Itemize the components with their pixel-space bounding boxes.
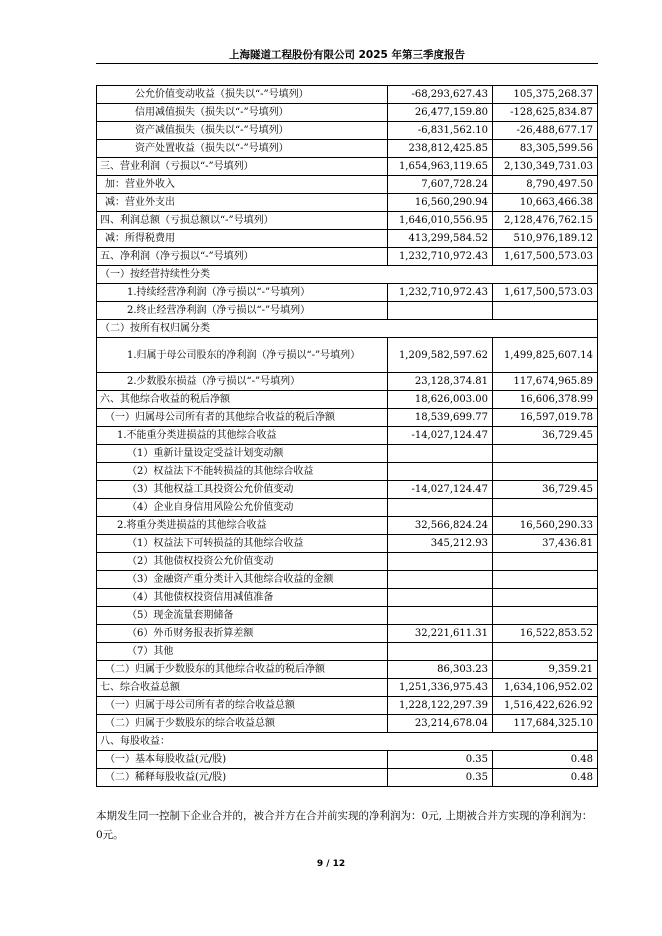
row-label: 1.不能重分类进损益的其他综合收益	[97, 427, 388, 445]
table-row	[97, 158, 598, 176]
previous-period-value: 1,516,422,626.92	[493, 697, 598, 715]
current-period-value: 26,477,159.80	[388, 104, 493, 122]
row-label: 公允价值变动收益（损失以“-”号填列）	[97, 86, 388, 104]
table-row	[97, 769, 598, 787]
table-row	[97, 391, 598, 409]
table-row	[97, 86, 598, 104]
previous-period-value	[493, 553, 598, 571]
row-label: （一）归属于母公司所有者的综合收益总额	[97, 697, 388, 715]
row-label: 四、利润总额（亏损总额以“-”号填列）	[97, 212, 388, 230]
table-row	[97, 643, 598, 661]
table-row	[97, 338, 598, 373]
row-label: 资产减值损失（损失以“-”号填列）	[97, 122, 388, 140]
current-period-value: 0.35	[388, 751, 493, 769]
table-row	[97, 499, 598, 517]
header-rule	[96, 63, 598, 64]
row-label: （二）稀释每股收益(元/股)	[97, 769, 388, 787]
previous-period-value: 1,634,106,952.02	[493, 679, 598, 697]
previous-period-value: 510,976,189.12	[493, 230, 598, 248]
current-period-value	[388, 445, 493, 463]
row-label: 八、每股收益：	[97, 733, 598, 751]
previous-period-value	[493, 302, 598, 320]
table-row	[97, 320, 598, 338]
current-period-value: -6,831,562.10	[388, 122, 493, 140]
current-period-value: 1,232,710,972.43	[388, 248, 493, 266]
previous-period-value: 0.48	[493, 751, 598, 769]
previous-period-value: 105,375,268.37	[493, 86, 598, 104]
previous-period-value: 36,729.45	[493, 427, 598, 445]
row-label: 资产处置收益（损失以“-”号填列）	[97, 140, 388, 158]
row-label: 七、综合收益总额	[97, 679, 388, 697]
previous-period-value	[493, 445, 598, 463]
row-label: （一）基本每股收益(元/股)	[97, 751, 388, 769]
current-period-value: 86,303.23	[388, 661, 493, 679]
current-period-value: 1,209,582,597.62	[388, 338, 493, 373]
table-row	[97, 176, 598, 194]
table-row	[97, 733, 598, 751]
previous-period-value: 1,617,500,573.03	[493, 284, 598, 302]
table-row	[97, 553, 598, 571]
table-row	[97, 589, 598, 607]
current-period-value: 1,646,010,556.95	[388, 212, 493, 230]
table-row	[97, 445, 598, 463]
row-label: （7）其他	[97, 643, 388, 661]
table-row	[97, 104, 598, 122]
current-period-value	[388, 643, 493, 661]
previous-period-value: 1,617,500,573.03	[493, 248, 598, 266]
row-label: 减：所得税费用	[97, 230, 388, 248]
table-row	[97, 373, 598, 391]
current-period-value: 23,214,678.04	[388, 715, 493, 733]
row-label: （4）其他债权投资信用减值准备	[97, 589, 388, 607]
previous-period-value: -128,625,834.87	[493, 104, 598, 122]
row-label: （4）企业自身信用风险公允价值变动	[97, 499, 388, 517]
row-label: 信用减值损失（损失以“-”号填列）	[97, 104, 388, 122]
previous-period-value: 36,729.45	[493, 481, 598, 499]
table-row	[97, 625, 598, 643]
current-period-value: 16,560,290.94	[388, 194, 493, 212]
row-label: （二）归属于少数股东的其他综合收益的税后净额	[97, 661, 388, 679]
table-row	[97, 463, 598, 481]
row-label: 1.归属于母公司股东的净利润（净亏损以“-”号填列）	[97, 338, 388, 373]
current-period-value: 18,626,003.00	[388, 391, 493, 409]
previous-period-value: 117,674,965.89	[493, 373, 598, 391]
table-row	[97, 517, 598, 535]
current-period-value: 7,607,728.24	[388, 176, 493, 194]
previous-period-value	[493, 643, 598, 661]
row-label: （2）权益法下不能转损益的其他综合收益	[97, 463, 388, 481]
table-row	[97, 535, 598, 553]
row-label: 2.终止经营净利润（净亏损以“-”号填列）	[97, 302, 388, 320]
current-period-value: 413,299,584.52	[388, 230, 493, 248]
current-period-value: 238,812,425.85	[388, 140, 493, 158]
table-row	[97, 607, 598, 625]
row-label: （3）其他权益工具投资公允价值变动	[97, 481, 388, 499]
table-row	[97, 248, 598, 266]
row-label: 1.持续经营净利润（净亏损以“-”号填列）	[97, 284, 388, 302]
table-row	[97, 661, 598, 679]
previous-period-value: -26,488,677.17	[493, 122, 598, 140]
previous-period-value	[493, 499, 598, 517]
table-row	[97, 266, 598, 284]
previous-period-value: 16,597,019.78	[493, 409, 598, 427]
current-period-value: -68,293,627.43	[388, 86, 493, 104]
report-header: 上海隧道工程股份有限公司 2025 年第三季度报告	[228, 49, 466, 61]
merger-note: 本期发生同一控制下企业合并的，被合并方在合并前实现的净利润为：0元, 上期被合并方实现的净利润为：0元。	[96, 810, 593, 841]
current-period-value	[388, 463, 493, 481]
row-label: 六、其他综合收益的税后净额	[97, 391, 388, 409]
row-label: （一）按经营持续性分类	[97, 266, 598, 284]
current-period-value: -14,027,124.47	[388, 427, 493, 445]
page-number: 9 / 12	[316, 859, 346, 869]
current-period-value: 345,212.93	[388, 535, 493, 553]
row-label: （5）现金流量套期储备	[97, 607, 388, 625]
table-row	[97, 679, 598, 697]
row-label: 2.少数股东损益（净亏损以“-”号填列）	[97, 373, 388, 391]
row-label: 加：营业外收入	[97, 176, 388, 194]
row-label: 减：营业外支出	[97, 194, 388, 212]
table-row	[97, 122, 598, 140]
table-row	[97, 302, 598, 320]
current-period-value: 1,251,336,975.43	[388, 679, 493, 697]
current-period-value: 0.35	[388, 769, 493, 787]
row-label: （3）金融资产重分类计入其他综合收益的金额	[97, 571, 388, 589]
row-label: 三、营业利润（亏损以“-”号填列）	[97, 158, 388, 176]
current-period-value: 1,228,122,297.39	[388, 697, 493, 715]
current-period-value: -14,027,124.47	[388, 481, 493, 499]
row-label: （1）权益法下可转损益的其他综合收益	[97, 535, 388, 553]
previous-period-value: 8,790,497.50	[493, 176, 598, 194]
previous-period-value: 83,305,599.56	[493, 140, 598, 158]
table-row	[97, 284, 598, 302]
table-row	[97, 697, 598, 715]
table-row	[97, 194, 598, 212]
previous-period-value: 16,606,378.99	[493, 391, 598, 409]
previous-period-value: 9,359.21	[493, 661, 598, 679]
row-label: （一）归属母公司所有者的其他综合收益的税后净额	[97, 409, 388, 427]
row-label: 2.将重分类进损益的其他综合收益	[97, 517, 388, 535]
table-row	[97, 751, 598, 769]
previous-period-value: 16,522,853.52	[493, 625, 598, 643]
previous-period-value: 16,560,290.33	[493, 517, 598, 535]
table-row	[97, 230, 598, 248]
row-label: （二）按所有权归属分类	[97, 320, 598, 338]
table-row	[97, 427, 598, 445]
current-period-value: 32,566,824.24	[388, 517, 493, 535]
previous-period-value: 10,663,466.38	[493, 194, 598, 212]
table-row	[97, 140, 598, 158]
current-period-value: 1,654,963,119.65	[388, 158, 493, 176]
current-period-value	[388, 607, 493, 625]
table-row	[97, 212, 598, 230]
income-statement-body	[97, 86, 598, 787]
previous-period-value	[493, 463, 598, 481]
previous-period-value: 37,436.81	[493, 535, 598, 553]
current-period-value	[388, 302, 493, 320]
current-period-value: 23,128,374.81	[388, 373, 493, 391]
income-statement-table	[96, 85, 598, 787]
row-label: （2）其他债权投资公允价值变动	[97, 553, 388, 571]
row-label: （1）重新计量设定受益计划变动额	[97, 445, 388, 463]
table-row	[97, 409, 598, 427]
row-label: （6）外币财务报表折算差额	[97, 625, 388, 643]
current-period-value	[388, 499, 493, 517]
previous-period-value	[493, 589, 598, 607]
current-period-value	[388, 571, 493, 589]
previous-period-value: 2,128,476,762.15	[493, 212, 598, 230]
current-period-value: 18,539,699.77	[388, 409, 493, 427]
table-row	[97, 715, 598, 733]
current-period-value	[388, 553, 493, 571]
previous-period-value: 117,684,325.10	[493, 715, 598, 733]
table-row	[97, 481, 598, 499]
previous-period-value	[493, 607, 598, 625]
previous-period-value: 2,130,349,731.03	[493, 158, 598, 176]
previous-period-value: 1,499,825,607.14	[493, 338, 598, 373]
current-period-value	[388, 589, 493, 607]
current-period-value: 1,232,710,972.43	[388, 284, 493, 302]
previous-period-value	[493, 571, 598, 589]
row-label: 五、净利润（净亏损以“-”号填列）	[97, 248, 388, 266]
row-label: （二）归属于少数股东的综合收益总额	[97, 715, 388, 733]
current-period-value: 32,221,611.31	[388, 625, 493, 643]
table-row	[97, 571, 598, 589]
previous-period-value: 0.48	[493, 769, 598, 787]
